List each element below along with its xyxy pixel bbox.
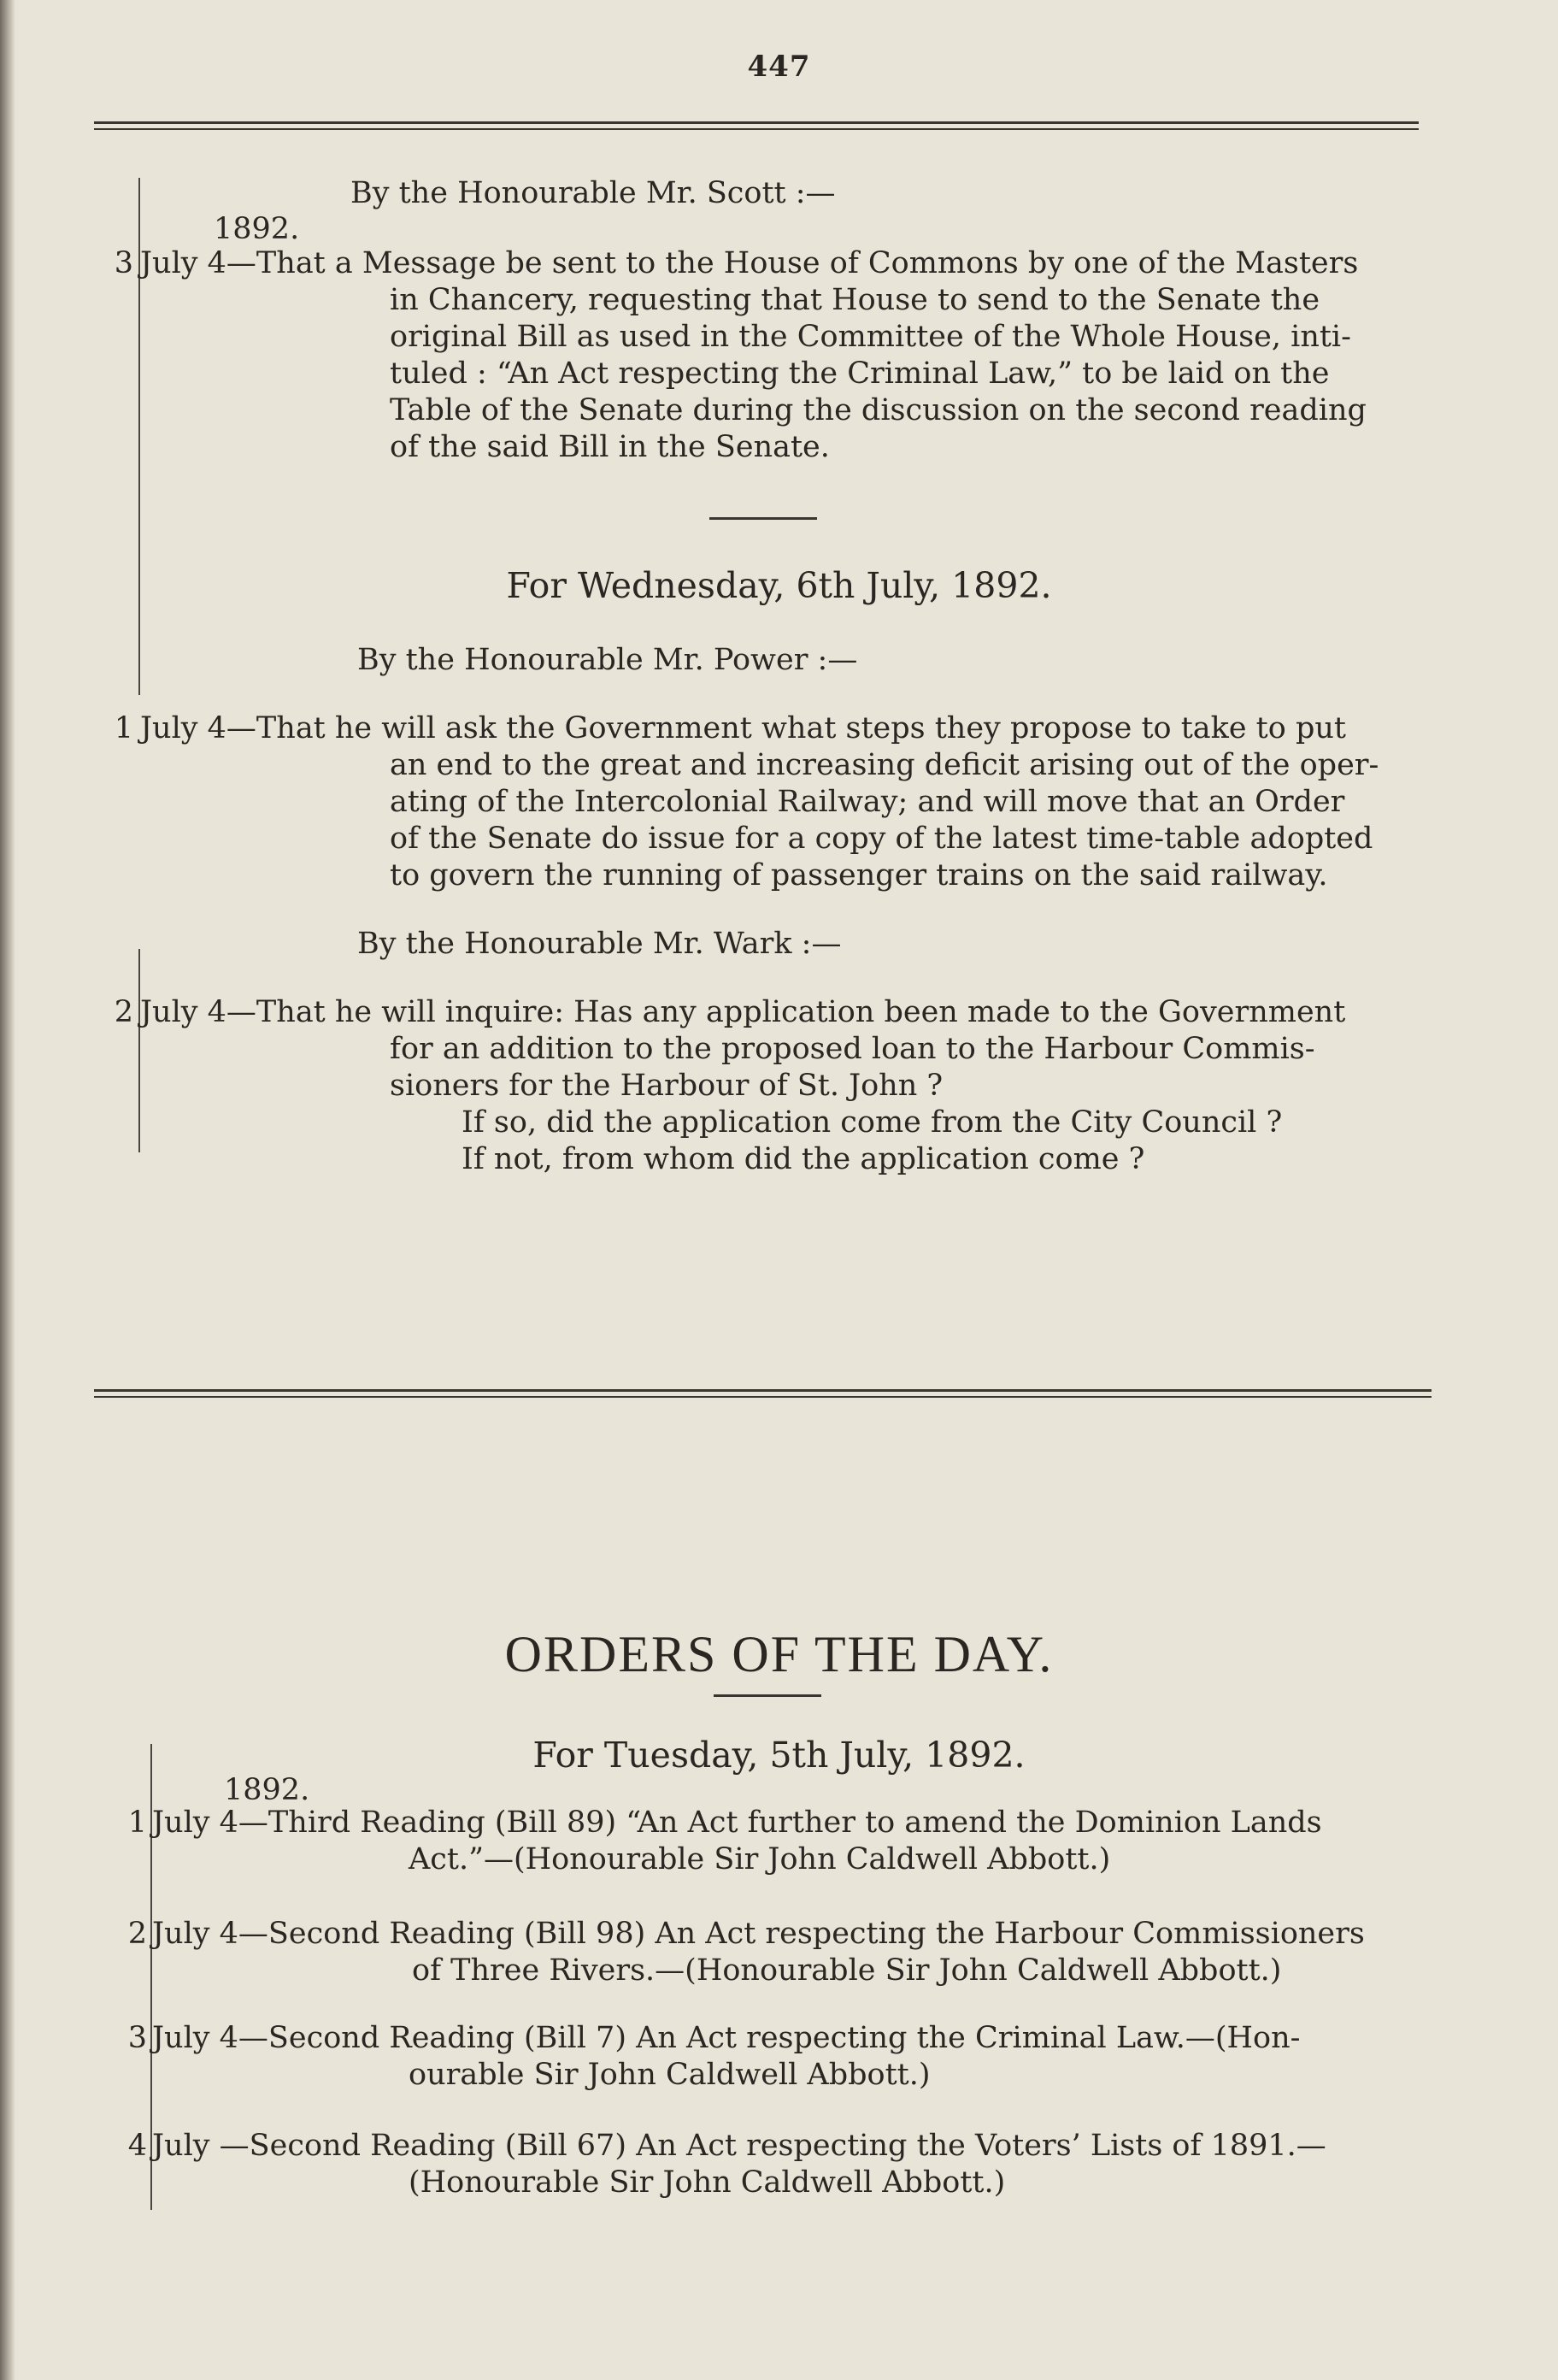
notice-first-line: July 4—That a Message be sent to the House of Commons by one of the Masters [140,246,1359,280]
notice-line: for an addition to the proposed loan to the Harbour Commis- [390,1032,1315,1066]
notice-line: tuled : “An Act respecting the Criminal Law,” to be laid on the [390,356,1330,391]
notice-first-line: July 4—That he will inquire: Has any application been made to the Government [140,995,1346,1029]
order-line: ourable Sir John Caldwell Abbott.) [409,2058,931,2092]
wednesday-heading: For Wednesday, 6th July, 1892. [506,565,1052,606]
order-line: July 4—Third Reading (Bill 89) “An Act further to amend the Dominion Lands [152,1806,1322,1840]
notice-line: sioners for the Harbour of St. John ? [390,1069,944,1103]
order-line: (Honourable Sir John Caldwell Abbott.) [409,2165,1006,2200]
by-line-wark: By the Honourable Mr. Wark :— [357,927,842,961]
orders-title: ORDERS OF THE DAY. [504,1626,1054,1682]
notice-line: of the said Bill in the Senate. [390,430,830,464]
order-number: 2 [127,1917,147,1951]
order-line: of Three Rivers.—(Honourable Sir John Caldwell Abbott.) [412,1953,1282,1988]
notice-line: to govern the running of passenger trains on the said railway. [390,858,1328,892]
order-line: July 4—Second Reading (Bill 98) An Act respecting the Harbour Commissioners [152,1917,1365,1951]
notice-line: Table of the Senate during the discussion on the second reading [390,393,1367,427]
top-double-rule [94,121,1419,130]
by-line-power: By the Honourable Mr. Power :— [357,643,858,677]
page-edge-shadow [0,0,15,2380]
order-number: 1 [127,1806,147,1840]
year-label: 1892. [214,212,300,246]
notice-line: ating of the Intercolonial Railway; and will move that an Order [390,785,1345,819]
order-line: Act.”—(Honourable Sir John Caldwell Abbott.) [409,1842,1111,1876]
section-separator [709,517,817,520]
orders-subheading: For Tuesday, 5th July, 1892. [532,1735,1026,1776]
notice-number: 3 [114,246,133,280]
page-number: 447 [747,50,811,84]
order-number: 3 [127,2021,147,2055]
middle-double-rule [94,1389,1432,1398]
notice-line: in Chancery, requesting that House to send to the Senate the [390,283,1320,317]
notice-line: of the Senate do issue for a copy of the latest time-table adopted [390,822,1373,856]
notice-line: If so, did the application come from the City Council ? [462,1105,1283,1140]
title-underline [714,1694,821,1697]
notice-line: an end to the great and increasing deficit arising out of the oper- [390,748,1379,782]
notice-first-line: July 4—That he will ask the Government what steps they propose to take to put [140,711,1346,745]
by-line-scott: By the Honourable Mr. Scott :— [350,176,836,210]
order-number: 4 [127,2129,147,2163]
notice-number: 1 [114,711,133,745]
order-line: July 4—Second Reading (Bill 7) An Act respecting the Criminal Law.—(Hon- [152,2021,1301,2055]
order-line: July —Second Reading (Bill 67) An Act respecting the Voters’ Lists of 1891.— [152,2129,1326,2163]
year-label: 1892. [224,1773,310,1807]
notice-line: original Bill as used in the Committee of the Whole House, inti- [390,320,1351,354]
notice-number: 2 [114,995,133,1029]
notice-line: If not, from whom did the application come ? [462,1142,1145,1176]
notices-margin-line-2 [138,949,140,1152]
